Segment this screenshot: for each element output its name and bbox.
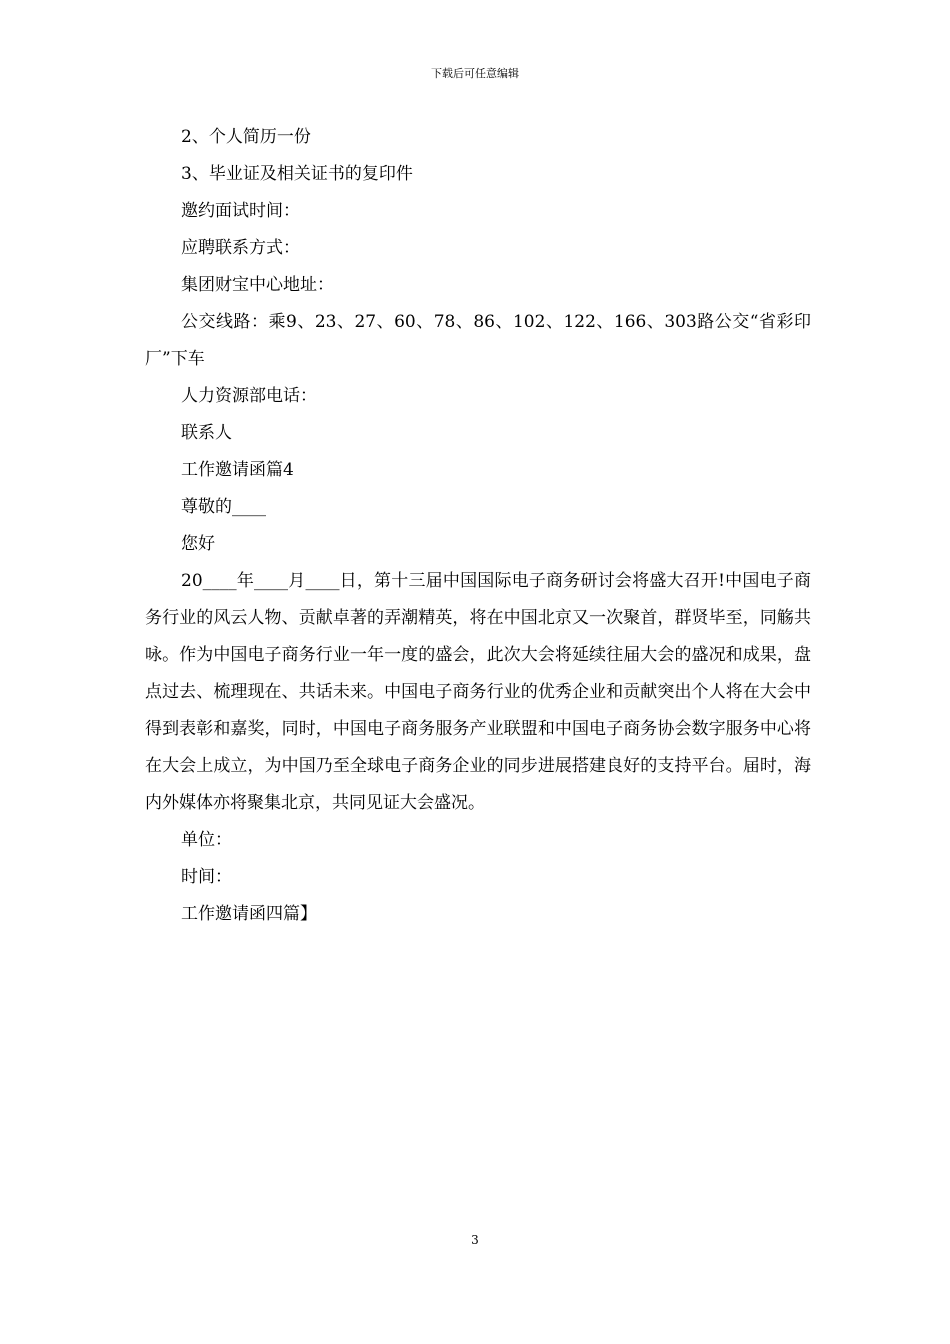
document-body (145, 119, 811, 933)
line-contact-method: 应聘联系方式： (181, 238, 300, 258)
salutation: 尊敬的____ (181, 497, 266, 517)
line-certificates: 3、毕业证及相关证书的复印件 (181, 164, 413, 184)
section-heading: 工作邀请函篇4 (181, 460, 294, 480)
line-time: 时间： (181, 867, 232, 887)
line-hr-phone: 人力资源部电话： (181, 386, 317, 406)
page-header: 下载后可任意编辑 (431, 67, 519, 80)
line-address: 集团财宝中心地址： (181, 275, 334, 295)
line-interview-time: 邀约面试时间： (181, 201, 300, 221)
line-bus-routes: 公交线路：乘9、23、27、60、78、86、102、122、166、303路公交“省彩印厂”下车 (145, 312, 811, 369)
greeting: 您好 (181, 534, 215, 554)
line-resume: 2、个人简历一份 (181, 127, 311, 147)
line-organization: 单位： (181, 830, 232, 850)
closing-title: 工作邀请函四篇】 (181, 904, 317, 924)
line-contact-person: 联系人 (181, 423, 232, 443)
invitation-paragraph: 20____年____月____日，第十三届中国国际电子商务研讨会将盛大召开!中国电子商务行业的风云人物、贡献卓著的弄潮精英，将在中国北京又一次聚首，群贤毕至，同觞共咏。作为中国电子商务行业一年一度的盛会，此次大会将延续往届大会的盛况和成果，盘点过去、梳理现在、共话未来。中国电子商务行业的优秀企业和贡献突出个人将在大会中得到表彰和嘉奖，同时，中国电子商务服务产业联盟和中国电子商务协会数字服务中心将在大会上成立，为中国乃至全球电子商务企业的同步进展搭建良好的支持平台。届时，海内外媒体亦将聚集北京，共同见证大会盛况。 (145, 571, 811, 813)
page-number: 3 (471, 1233, 479, 1247)
